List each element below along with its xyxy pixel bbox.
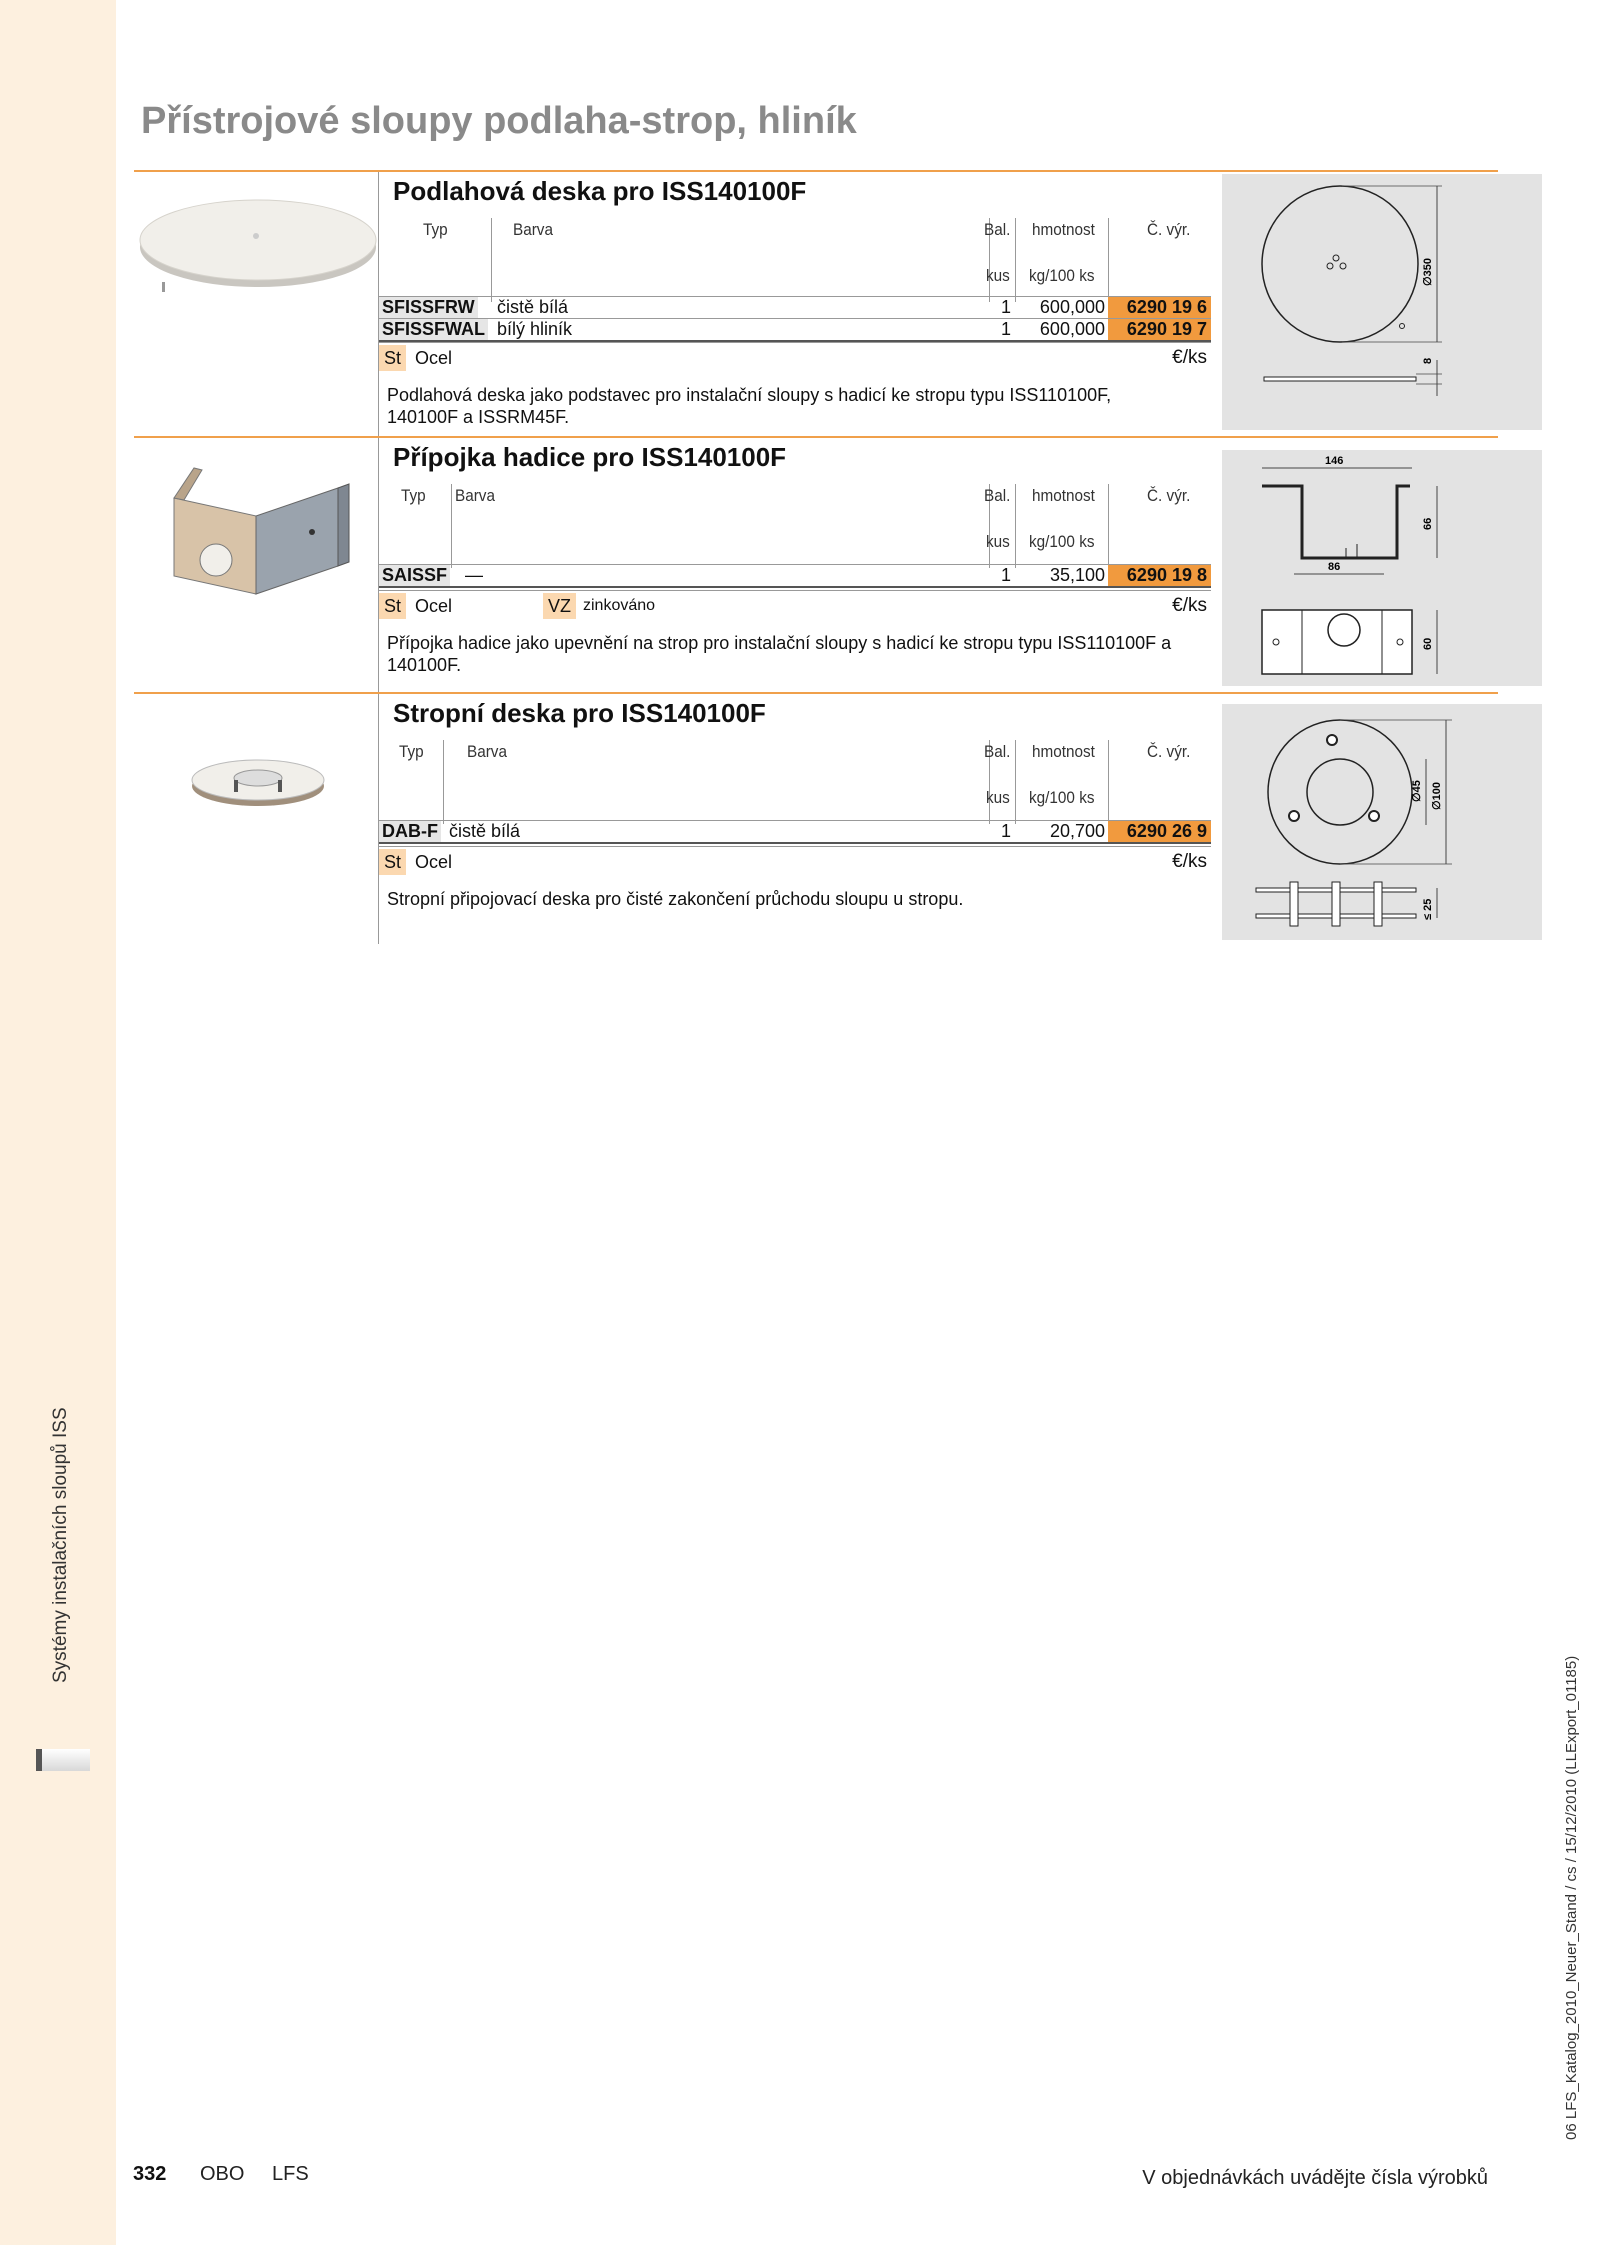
- header-unit-kg: kg/100 ks: [1029, 788, 1095, 807]
- header-bal: Bal.: [984, 220, 1011, 239]
- product-info-hose-connector: [378, 438, 1211, 694]
- header-unit-kg: kg/100 ks: [1029, 532, 1095, 551]
- table-row: [379, 564, 1211, 588]
- header-barva: Barva: [513, 220, 553, 239]
- row-article-number: 6290 26 9: [1108, 821, 1211, 842]
- product-section-ceiling-plate: [134, 692, 1498, 944]
- material-row: [379, 590, 1211, 621]
- header-barva: Barva: [467, 742, 507, 761]
- product-description: Podlahová deska jako podstavec pro instalační sloupy s hadicí ke stropu typu ISS110100F, 140100F a ISSRM45F.: [387, 385, 1112, 427]
- header-cvyr: Č. výr.: [1147, 486, 1191, 505]
- technical-drawing-ceiling-plate: [1222, 704, 1542, 940]
- row-color: bílý hliník: [497, 319, 573, 339]
- product-section-hose-connector: [134, 436, 1498, 694]
- sidebar: [0, 0, 116, 2245]
- page-number: 332: [133, 2163, 167, 2185]
- sidebar-tab-marker: [36, 1749, 90, 1771]
- product-photo-hose-connector: [134, 448, 380, 598]
- dim-outer-diameter: ∅100: [1431, 782, 1443, 810]
- row-type: SFISSFRW: [379, 297, 478, 318]
- dim-thickness: 8: [1422, 357, 1434, 364]
- dim-side: 60: [1422, 637, 1434, 650]
- footer-order-note: V objednávkách uvádějte čísla výrobků: [1142, 2167, 1488, 2189]
- product-section-floor-plate: [134, 170, 1498, 438]
- dim-diameter: ∅350: [1422, 258, 1434, 286]
- row-weight: 20,700: [1049, 821, 1105, 841]
- technical-drawing-hose-connector: [1222, 450, 1542, 686]
- footer-brand-obo: OBO: [200, 2163, 245, 2185]
- technical-drawing-floor-plate: [1222, 174, 1542, 430]
- product-description: Přípojka hadice jako upevnění na strop pro instalační sloupy s hadicí ke stropu typu ISS110100F a 140100F.: [387, 633, 1172, 675]
- header-typ: Typ: [401, 486, 426, 505]
- header-bal: Bal.: [984, 742, 1011, 761]
- row-color: —: [465, 565, 483, 585]
- table-header: [379, 740, 1211, 824]
- header-unit-kus: kus: [986, 266, 1010, 285]
- price-unit: €/ks: [1172, 347, 1207, 368]
- row-color: čistě bílá: [449, 821, 521, 841]
- product-photo-ceiling-plate: [134, 744, 380, 824]
- row-weight: 600,000: [1039, 297, 1105, 317]
- dim-width: 146: [1325, 455, 1344, 467]
- row-pack: 1: [1000, 821, 1011, 841]
- sidebar-label: Systémy instalačních sloupů ISS: [50, 1407, 71, 1683]
- header-hmotnost: hmotnost: [1032, 486, 1095, 505]
- product-description: Stropní připojovací deska pro čisté zakončení průchodu sloupu u stropu.: [387, 889, 964, 909]
- material-label: Ocel: [415, 852, 453, 872]
- footer-export-info: 06 LFS_Katalog_2010_Neuer_Stand / cs / 15/12/2010 (LLExport_01185): [1563, 1655, 1580, 2140]
- header-unit-kus: kus: [986, 788, 1010, 807]
- row-type: DAB-F: [379, 821, 441, 842]
- material-label: Ocel: [415, 596, 453, 616]
- row-article-number: 6290 19 7: [1108, 319, 1211, 340]
- row-weight: 35,100: [1049, 565, 1105, 585]
- header-unit-kus: kus: [986, 532, 1010, 551]
- row-pack: 1: [1000, 319, 1011, 339]
- product-info-ceiling-plate: [378, 694, 1211, 944]
- header-barva: Barva: [455, 486, 495, 505]
- dim-height: 66: [1422, 517, 1434, 530]
- footer-brand-lfs: LFS: [272, 2163, 309, 2185]
- row-article-number: 6290 19 6: [1108, 297, 1211, 318]
- table-row: [379, 296, 1211, 318]
- header-hmotnost: hmotnost: [1032, 220, 1095, 239]
- header-cvyr: Č. výr.: [1147, 220, 1191, 239]
- page-title: Přístrojové sloupy podlaha-strop, hliník: [141, 100, 857, 142]
- material-label: Ocel: [415, 348, 453, 368]
- product-info-floor-plate: [378, 172, 1211, 438]
- price-unit: €/ks: [1172, 595, 1207, 616]
- header-cvyr: Č. výr.: [1147, 742, 1191, 761]
- material-row: [379, 846, 1211, 877]
- header-typ: Typ: [399, 742, 424, 761]
- dim-base: 86: [1328, 561, 1341, 573]
- row-article-number: 6290 19 8: [1108, 565, 1211, 586]
- row-type: SFISSFWAL: [379, 319, 488, 340]
- row-pack: 1: [1000, 297, 1011, 317]
- table-header: [379, 484, 1211, 568]
- material-code-tag: St: [379, 849, 406, 875]
- row-weight: 600,000: [1039, 319, 1105, 339]
- product-photo-floor-plate: [134, 182, 380, 302]
- material-row: [379, 342, 1211, 373]
- dim-height: ≤ 25: [1422, 898, 1434, 920]
- header-bal: Bal.: [984, 486, 1011, 505]
- row-color: čistě bílá: [497, 297, 569, 317]
- material-code-tag: St: [379, 345, 406, 371]
- dim-inner-diameter: ∅45: [1411, 780, 1423, 802]
- section-title: Přípojka hadice pro ISS140100F: [393, 442, 787, 472]
- material-code-tag: St: [379, 593, 406, 619]
- finish-code-tag: VZ: [543, 593, 576, 619]
- header-hmotnost: hmotnost: [1032, 742, 1095, 761]
- header-typ: Typ: [423, 220, 448, 239]
- table-row: [379, 318, 1211, 342]
- table-header: [379, 218, 1211, 302]
- section-title: Podlahová deska pro ISS140100F: [393, 176, 807, 206]
- table-row: [379, 820, 1211, 844]
- price-unit: €/ks: [1172, 851, 1207, 872]
- header-unit-kg: kg/100 ks: [1029, 266, 1095, 285]
- finish-label: zinkováno: [583, 597, 656, 614]
- row-type: SAISSF: [379, 565, 450, 586]
- section-title: Stropní deska pro ISS140100F: [393, 698, 766, 728]
- row-pack: 1: [1000, 565, 1011, 585]
